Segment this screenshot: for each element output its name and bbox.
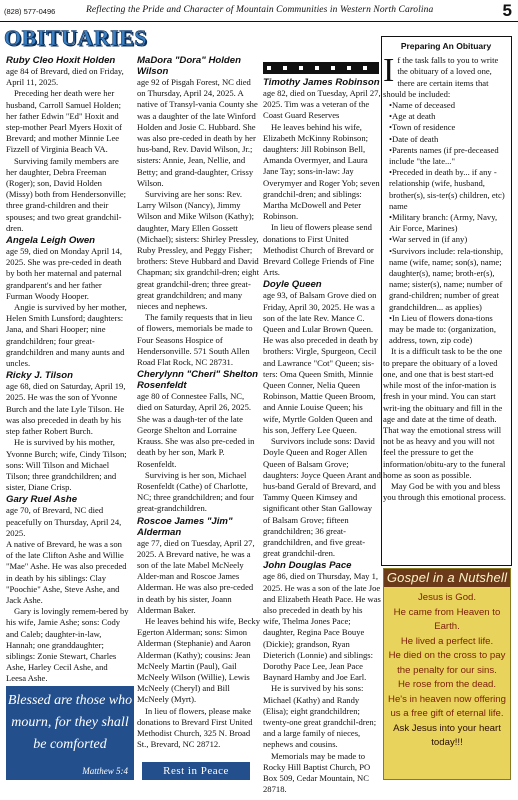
gospel-line: He came from Heaven to Earth. (393, 606, 501, 632)
obituary-text: Surviving family members are her daughter, Debra Freeman (Roger); son, David Holden (Missy) both from Hendersonville; three grand-children and their spouses; and two great grandchil-dren. (6, 155, 127, 233)
obituary-text: age 92 of Pisgah Forest, NC died on Thursday, April 24, 2025. A native of Transyl-vania County she was a daughter of the late Winford Holden and Josie C. Hubbard. She was also pre-ceded in death by her hus-band, Rev. David Wilson, Jr.; sisters: Annie, Jean, Nellie, and Betty; and grand-daughter, Crissy Wilson. (137, 77, 258, 188)
list-item: • Date of death (383, 134, 509, 145)
obituary-entry (263, 279, 381, 559)
obituary-text: He leaves behind his wife, Elizabeth McKinny Robinson; daughters: Jill Robinson Bell, Amanda Overmyer, and Laura Jane Tay; sons-in-law: Jay Overymyer and Roger Yob; seven grandchil-dren; and siblings: Martha McDowell and Peter Robinson. (263, 121, 380, 222)
list-item: • Age at death (383, 111, 509, 122)
obituary-name: Roscoe James "Jim" Alderman (137, 515, 233, 538)
obituary-name: John Douglas Pace (263, 560, 352, 572)
film-hole (363, 66, 367, 70)
obituary-entry (6, 235, 129, 369)
drop-cap: I (383, 52, 395, 90)
obituary-name: Gary Ruel Ashe (6, 494, 78, 506)
obituary-text: Gary is lovingly remem-bered by his wife, Jamie Ashe; sons: Cody and Caleb; daughter-in-law, Hannah; one granddaughter; siblings: Zonie Stewart, Charles Ashe, Harley Cecil Ashe, and Leesa Ashe. (6, 606, 129, 684)
film-hole (315, 66, 319, 70)
list-item: • Name of deceased (383, 100, 509, 111)
obituary-text: Angie is survived by her mother, Helen Smith Lunsford; daughters: Jana, and Shari Hooper; nine grandchildren; four great-grandchildren and many aunts and uncles. (6, 302, 127, 369)
obituary-column-3 (263, 76, 381, 795)
phone-number: (828) 577-0496 (4, 7, 56, 16)
page-number: 5 (502, 1, 512, 20)
film-hole (299, 66, 303, 70)
list-item: • Preceded in death by... if any - relationship (wife, husband, brother(s), sis-ter(s) children, etc) name (383, 167, 509, 212)
obituary-text: age 93, of Balsam Grove died on Friday, April 30, 2025. He was a son of the late Rev. Mance C. Queen and Lular Brown Queen. He was also preceded in death by brothers: Virgle, Spurgeon, Cecil and Lawrance "Cot" Queen; sis-ters: Oma Queen Smith, Minnie Queen Conner, Nelia Queen Robinson, Mattie Queen Broom, and Annie Louise Queen; his wife, Myrtle Golden Queen and his son, Jeffery Lee Queen. (263, 290, 379, 435)
obituary-text: He is survived by his sons: Michael (Kathy) and Randy (Elisa); eight grandchildren; twenty-one great grandchil-dren; and a large family of nieces, nephews and cousins. (263, 683, 377, 750)
obituary-column-1 (6, 54, 129, 690)
prep-checklist (383, 100, 509, 346)
obituary-text: Survivors include sons: David Doyle Queen and Roger Allen Queen of Balsam Grove; daughters: Joyce Queen Arant and hus-band Gerald of Brevard, and Tammy Queen Kimsey and significant other Stan Galloway of Balsam Grove; fifteen grandchildren; 36 great-grandchildren, and five great-great grandchil-dren. (263, 436, 381, 559)
obituary-entry (6, 370, 129, 493)
preparing-obituary-column (383, 38, 509, 562)
obituary-text: age 82, died on Tuesday, April 27, 2025. Tim was a veteran of the Coast Guard Reserves (263, 88, 381, 121)
obituary-text: He is survived by his mother, Yvonne Burch; wife, Cindy Tilson; sons: Will Tilson and Michael Tilson; three grandchildren; and sister, Diane Crisp. (6, 437, 127, 493)
obituary-text: age 84 of Brevard, died on Friday, April 11, 2025. (6, 66, 124, 88)
obituary-text: In lieu of flowers, please make donations to Brevard First United Methodist Church, 325 N. Broad St., Brevard, NC 28712. (137, 705, 253, 750)
photo-strip (263, 62, 379, 74)
obituary-entry (263, 560, 381, 795)
list-item: • Parents names (if pre-deceased include "the late..." (383, 145, 509, 167)
obituaries-masthead (4, 25, 148, 55)
obituary-name: Angela Leigh Owen (6, 235, 96, 247)
obituary-entry (137, 369, 261, 514)
list-item: • War served in (if any) (383, 234, 509, 245)
obituary-entry (137, 516, 261, 751)
gospel-line: He lived a perfect life. (400, 635, 494, 647)
prep-paragraph: May God be with you and bless you through this emotional process. (383, 480, 506, 503)
obituary-entry (137, 55, 261, 368)
list-item: • Town of residence (383, 122, 509, 133)
obituary-name: Timothy James Robinson (263, 77, 380, 88)
prep-paragraph: It is a difficult task to be the one to prepare the obituary of a loved one, and one that is best start-ed while most of the infor-mation is fresh in your mind. You can start writ-ing the obituary and fill in the age and date at the time of death. That way the emotional stress will not be as heavy and you will not feel the pressure to get the information/obitu-ary to the funeral home as soon as possible. (383, 346, 506, 480)
tagline: Reflecting the Pride and Character of Mountain Communities in Western North Carolina (86, 5, 434, 15)
gospel-line: He died on the cross to pay the penalty for our sins. (388, 650, 506, 676)
gospel-in-a-nutshell-box (383, 568, 511, 780)
obituary-entry (6, 494, 129, 684)
blessed-quote: Blessed are those who mourn, for they shall be comforted (7, 693, 133, 752)
obituary-column-2 (137, 54, 261, 782)
gospel-line: He's in heaven now offering us a free gift of eternal life. (388, 693, 506, 719)
obituary-entry (263, 77, 381, 278)
obituary-text: Surviving are her sons: Rev. Larry Wilson (Nancy), Jimmy Wilson and Mike Wilson (Kathy); daughter, Mary Ellen Gossett (Michael); sisters: Shirley Pressley, Ruby Pressley, and Peggy Fisher; brothers: Steve Hubbard and David Chapman; six grandchil-dren; eight great grandchil-dren; three great-great grandchildren; and many nieces and nephews. (137, 189, 259, 312)
obituary-text: The family requests that in lieu of flowers, memorials be made to Four Seasons Hospice of Hendersonville. 571 South Allen Road Flat Rock, NC 28731. (137, 312, 253, 368)
list-item: • Military branch: (Army, Navy, Air Force, Marines) (383, 212, 509, 234)
obituary-name: Ruby Cleo Hoxit Holden (6, 55, 116, 66)
prep-intro (383, 52, 509, 100)
obituary-text: age 77, died on Tuesday, April 27, 2025. A Brevard native, he was a son of the late Mabel McNeely Alder-man and Roscoe James Alderman. He was also pre-ceded in death by his sister, Joann Alderman Baker. (137, 537, 255, 615)
prep-intro-text: f the task falls to you to write the obituary of a loved one, there are certain items that should be included: (383, 55, 499, 99)
obituary-text: age 80 of Connestee Falls, NC, died on Saturday, April 26, 2025. She was a daugh-ter of the late George Shelton and Lorraine Krauss. She was also pre-ceded in death by her son, Mark P. Rosenfeldt. (137, 391, 255, 469)
obituary-text: He leaves behind his wife, Becky Egerton Alderman; sons: Simon Alderman (Stephanie) and Aaron Alderman (Kathy); cousins: Jean McNeely Martin (Paul), Gail McNeely Wilson (Willie), Lewis McNeely (Cheryl) and Bill McNeely (Myrt). (137, 615, 261, 705)
obituary-text: In lieu of flowers please send donations to First United Methodist Church of Brevard or Brevard College Friends of Fine Arts. (263, 222, 375, 278)
scripture-reference: Matthew 5:4 (82, 766, 128, 776)
obituary-text: Surviving is her son, Michael Rosenfeldt (Cathe) of Charlotte, NC; three grandchildren; and four great-grandchildren. (137, 469, 254, 514)
obituary-text: age 86, died on Thursday, May 1, 2025. He was a son of the late Joe and Elizabeth Heath Pace. He was also preceded in death by his wife, Thelma Jones Pace; daughter, Regina Pace Bouye (Dickie); grandson, Ryan Dieterich (Lonnie) and siblings: Dorothy Pace Lee, Jean Pace Baynard Hamby and Joe Earl. (263, 571, 381, 683)
blessed-quote-box (6, 686, 134, 780)
film-hole (267, 66, 271, 70)
gospel-line: Ask Jesus into your heart today!!! (393, 722, 501, 748)
obituary-name: Cherylynn "Cheri" Shelton Rosenfeldt (137, 369, 259, 392)
obituary-text: A native of Brevard, he was a son of the late Clifton Ashe and Willie "Mae" Ashe. He was also preceded in death by his siblings: Clay "Poochie" Ashe, Steve Ashe, and Jack Ashe. (6, 538, 127, 605)
obituary-entry (6, 55, 129, 234)
gospel-body (384, 587, 510, 751)
prep-title: Preparing An Obituary (400, 41, 492, 51)
obituary-name: MaDora "Dora" Holden Wilson (137, 55, 241, 77)
gospel-title: Gospel in a Nutshell (384, 569, 510, 587)
masthead-title: OBITUARIES (4, 25, 148, 50)
obituary-name: Ricky J. Tilson (6, 370, 74, 382)
list-item: • Survivors include: rela-tionship, name (wife, name; son(s), name; daughter(s), name; broth-er(s), name; sister(s), name; number of grand-children; number of great grandchildren... as applies) (383, 246, 509, 313)
obituary-text: Preceding her death were her husband, Carroll Samuel Holden; her father Edwin "Ed" Hoxit and step-mother Pearl Myers Hoxit of Brevard; and mother Minnie Lee Fizzell of Virginia Beach VA. (6, 88, 122, 155)
obituary-text: age 70, of Brevard, NC died peacefully on Thursday, April 24, 2025. (6, 505, 122, 538)
obituary-name: Doyle Queen (263, 279, 322, 291)
film-hole (331, 66, 335, 70)
page-header (0, 0, 518, 22)
film-hole (347, 66, 351, 70)
obituary-text: age 68, died on Saturday, April 19, 2025. He was the son of Yvonne Burch and the late Lyle Tilson. He was also preceded in death by his step father Robert Burch. (6, 381, 126, 437)
obituary-text: age 59, died on Monday April 14, 2025. She was pre-ceded in death by both her maternal and paternal grandparent's and her father Furman Woody Hooper. (6, 246, 122, 301)
film-hole (283, 66, 287, 70)
gospel-line: He rose from the dead. (397, 679, 497, 690)
gospel-line: Jesus is God. (417, 592, 477, 603)
rest-in-peace-banner: Rest in Peace (142, 762, 250, 780)
obituary-text: Memorials may be made to Rocky Hill Baptist Church, PO Box 509, Cedar Mountain, NC 28718. (263, 750, 371, 795)
list-item: • In Lieu of flowers dona-tions may be made to: (organization, address, town, zip code) (383, 313, 509, 347)
